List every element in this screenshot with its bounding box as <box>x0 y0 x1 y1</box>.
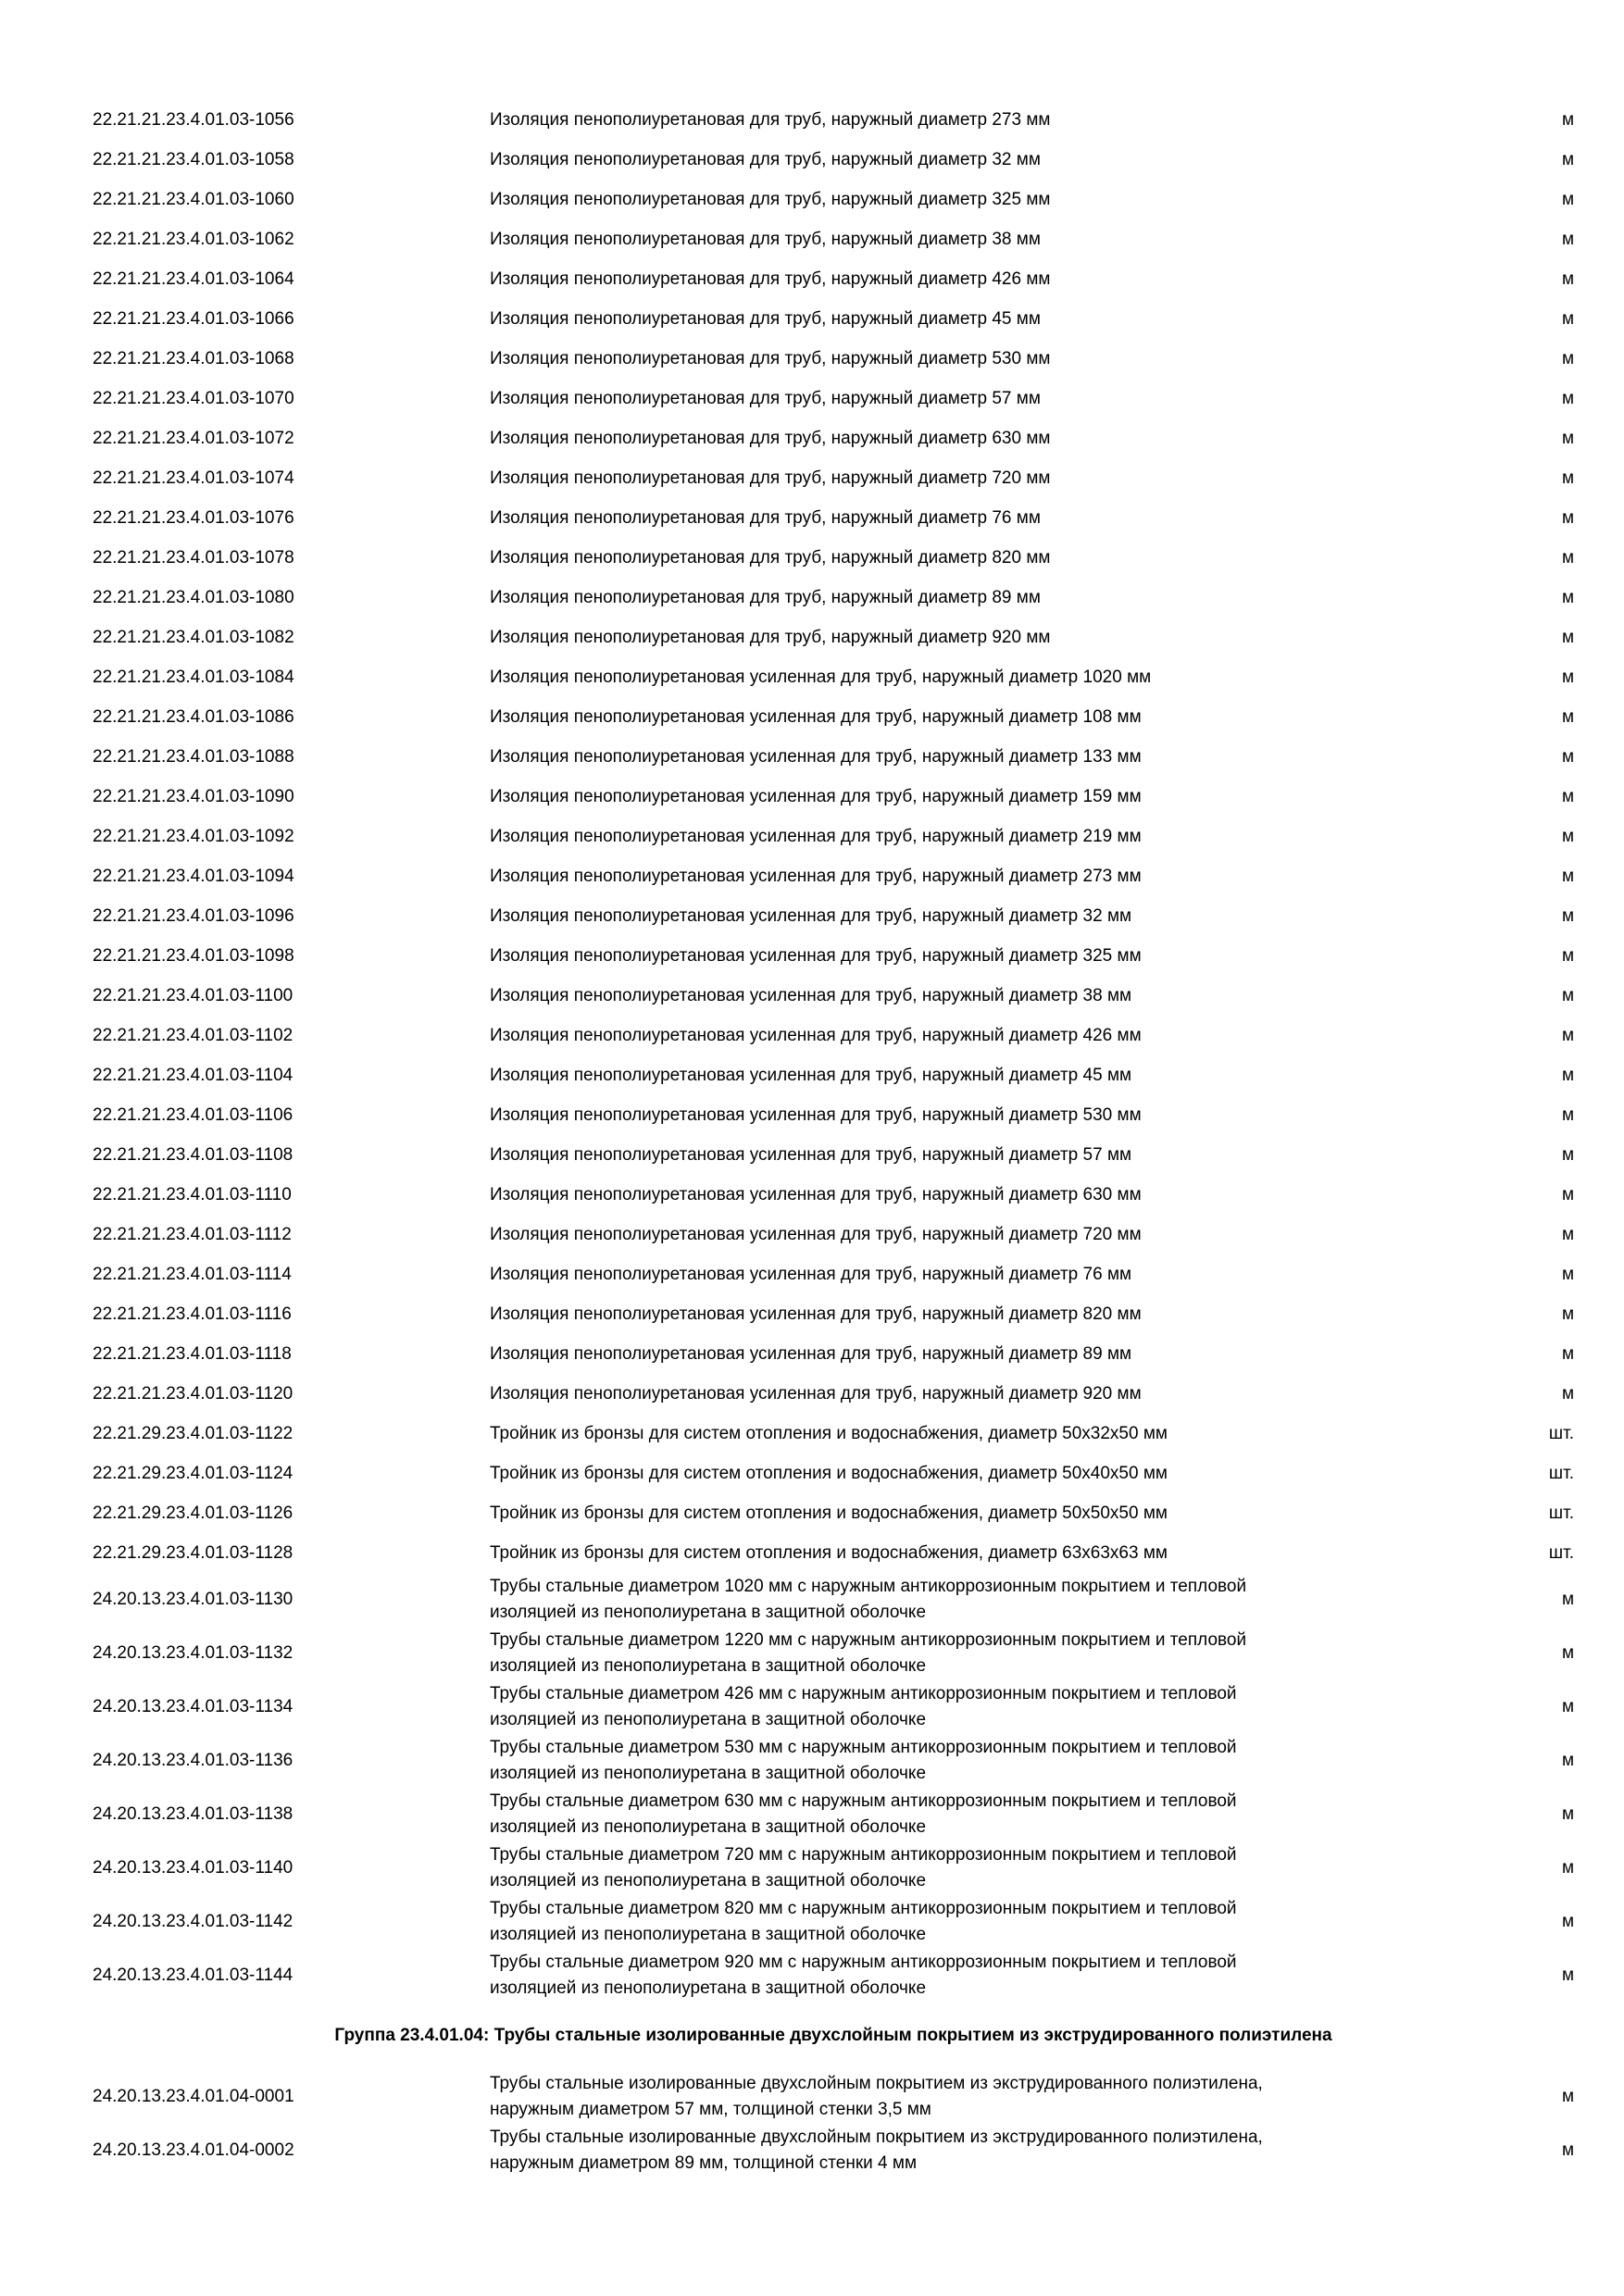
item-name: Изоляция пенополиуретановая усиленная для труб, наружный диаметр 1020 мм <box>490 668 1152 687</box>
table-row <box>93 1222 1574 1247</box>
item-code: 22.21.21.23.4.01.03-1090 <box>93 787 294 806</box>
item-name: Изоляция пенополиуретановая усиленная для труб, наружный диаметр 133 мм <box>490 747 1142 767</box>
item-name: Изоляция пенополиуретановая для труб, наружный диаметр 920 мм <box>490 628 1051 647</box>
item-unit: м <box>1561 349 1574 368</box>
item-name <box>490 2071 1481 2123</box>
item-unit: м <box>1561 1643 1574 1663</box>
item-code: 22.21.21.23.4.01.03-1064 <box>93 269 294 289</box>
item-code: 22.21.21.23.4.01.03-1088 <box>93 747 294 767</box>
table-row <box>93 1950 1574 2002</box>
item-name: Изоляция пенополиуретановая для труб, наружный диаметр 630 мм <box>490 429 1051 448</box>
item-unit: м <box>1561 1965 1574 1985</box>
item-code: 22.21.21.23.4.01.03-1082 <box>93 628 294 647</box>
item-code: 22.21.21.23.4.01.03-1118 <box>93 1344 292 1364</box>
item-unit: м <box>1561 389 1574 408</box>
item-code: 22.21.21.23.4.01.03-1060 <box>93 190 294 209</box>
item-name: Изоляция пенополиуретановая для труб, наружный диаметр 57 мм <box>490 389 1041 408</box>
item-name: Изоляция пенополиуретановая усиленная для труб, наружный диаметр 219 мм <box>490 827 1142 846</box>
table-row <box>93 1501 1574 1526</box>
table-row <box>93 1735 1574 1787</box>
item-unit: м <box>1561 986 1574 1005</box>
item-name-line2: изоляцией из пенополиуретана в защитной оболочке <box>490 1656 927 1676</box>
item-name-line2: изоляцией из пенополиуретана в защитной оболочке <box>490 1978 927 1998</box>
table-row <box>93 943 1574 968</box>
table-row <box>93 1628 1574 1679</box>
item-name: Изоляция пенополиуретановая для труб, наружный диаметр 32 мм <box>490 150 1041 169</box>
item-name <box>490 1574 1481 1626</box>
table-row <box>93 505 1574 530</box>
item-name: Изоляция пенополиуретановая для труб, наружный диаметр 273 мм <box>490 110 1051 130</box>
group-heading: Группа 23.4.01.04: Трубы стальные изолированные двухслойным покрытием из экструдированного полиэтилена <box>334 2026 1332 2045</box>
item-unit: м <box>1561 1145 1574 1165</box>
item-name: Изоляция пенополиуретановая для труб, наружный диаметр 76 мм <box>490 508 1041 528</box>
table-row <box>93 2125 1574 2177</box>
item-code: 24.20.13.23.4.01.03-1134 <box>93 1697 294 1716</box>
table-row <box>93 1103 1574 1128</box>
item-code: 22.21.21.23.4.01.03-1114 <box>93 1265 292 1284</box>
item-name <box>490 1735 1481 1787</box>
item-code: 22.21.21.23.4.01.03-1062 <box>93 230 294 249</box>
table-row <box>93 1182 1574 1207</box>
item-name-line2: изоляцией из пенополиуретана в защитной оболочке <box>490 1764 927 1783</box>
item-name: Изоляция пенополиуретановая усиленная для труб, наружный диаметр 530 мм <box>490 1105 1142 1125</box>
table-row <box>93 426 1574 451</box>
table-row <box>93 784 1574 809</box>
item-name <box>490 1628 1481 1679</box>
item-code: 22.21.21.23.4.01.03-1074 <box>93 468 294 488</box>
item-unit: м <box>1561 508 1574 528</box>
item-unit: м <box>1561 269 1574 289</box>
item-code: 22.21.21.23.4.01.03-1066 <box>93 309 294 329</box>
item-unit: м <box>1561 1804 1574 1824</box>
table-row <box>93 466 1574 491</box>
item-code: 22.21.29.23.4.01.03-1128 <box>93 1543 294 1563</box>
item-code: 24.20.13.23.4.01.03-1140 <box>93 1858 294 1878</box>
item-code: 24.20.13.23.4.01.04-0002 <box>93 2140 294 2160</box>
item-name <box>490 2125 1481 2177</box>
table-row <box>93 665 1574 690</box>
item-unit: м <box>1561 906 1574 926</box>
item-name: Изоляция пенополиуретановая для труб, наружный диаметр 38 мм <box>490 230 1041 249</box>
item-name <box>490 1896 1481 1948</box>
table-row <box>93 187 1574 212</box>
item-unit: м <box>1561 1105 1574 1125</box>
item-name: Изоляция пенополиуретановая усиленная для труб, наружный диаметр 57 мм <box>490 1145 1132 1165</box>
table-row <box>93 1574 1574 1626</box>
table-row <box>93 267 1574 292</box>
item-unit: м <box>1561 1265 1574 1284</box>
item-unit: м <box>1561 1912 1574 1931</box>
item-name: Изоляция пенополиуретановая усиленная для труб, наружный диаметр 76 мм <box>490 1265 1132 1284</box>
item-name-line2: наружным диаметром 89 мм, толщиной стенки 4 мм <box>490 2153 918 2173</box>
item-name <box>490 1842 1481 1894</box>
item-name: Изоляция пенополиуретановая для труб, наружный диаметр 325 мм <box>490 190 1051 209</box>
item-unit: м <box>1561 1590 1574 1609</box>
item-name: Тройник из бронзы для систем отопления и водоснабжения, диаметр 50х40х50 мм <box>490 1464 1168 1483</box>
item-name-line1: Трубы стальные диаметром 920 мм с наружным антикоррозионным покрытием и тепловой <box>490 1953 1237 1972</box>
item-code: 22.21.21.23.4.01.03-1070 <box>93 389 294 408</box>
item-code: 22.21.21.23.4.01.03-1068 <box>93 349 294 368</box>
item-unit: м <box>1561 1858 1574 1878</box>
item-unit: м <box>1561 429 1574 448</box>
item-name-line2: наружным диаметром 57 мм, толщиной стенки 3,5 мм <box>490 2100 931 2119</box>
item-unit: м <box>1561 110 1574 130</box>
item-name-line1: Трубы стальные диаметром 720 мм с наружным антикоррозионным покрытием и тепловой <box>490 1845 1237 1865</box>
item-name: Изоляция пенополиуретановая для труб, наружный диаметр 820 мм <box>490 548 1051 568</box>
table-row <box>93 904 1574 929</box>
item-name: Изоляция пенополиуретановая усиленная для труб, наружный диаметр 720 мм <box>490 1225 1142 1244</box>
table-row <box>93 107 1574 132</box>
item-code: 24.20.13.23.4.01.03-1132 <box>93 1643 294 1663</box>
item-unit: м <box>1561 1384 1574 1404</box>
item-unit: шт. <box>1548 1464 1574 1483</box>
table-row <box>93 2071 1574 2123</box>
table-row <box>93 1023 1574 1048</box>
item-code: 22.21.21.23.4.01.03-1100 <box>93 986 294 1005</box>
item-code: 22.21.21.23.4.01.03-1086 <box>93 707 294 727</box>
item-code: 24.20.13.23.4.01.03-1138 <box>93 1804 294 1824</box>
table-row <box>93 585 1574 610</box>
item-name <box>490 1950 1481 2002</box>
item-name: Изоляция пенополиуретановая усиленная для труб, наружный диаметр 159 мм <box>490 787 1142 806</box>
table-row <box>93 625 1574 650</box>
item-name-line2: изоляцией из пенополиуретана в защитной оболочке <box>490 1871 927 1890</box>
table-row <box>93 864 1574 889</box>
item-name-line1: Трубы стальные диаметром 1220 мм с наружным антикоррозионным покрытием и тепловой <box>490 1630 1247 1650</box>
item-code: 22.21.21.23.4.01.03-1110 <box>93 1185 292 1204</box>
table-row <box>93 1302 1574 1327</box>
item-name: Изоляция пенополиуретановая усиленная для труб, наружный диаметр 426 мм <box>490 1026 1142 1045</box>
item-code: 22.21.21.23.4.01.03-1102 <box>93 1026 294 1045</box>
item-name: Изоляция пенополиуретановая для труб, наружный диаметр 89 мм <box>490 588 1041 607</box>
item-code: 22.21.21.23.4.01.03-1078 <box>93 548 294 568</box>
table-row <box>93 824 1574 849</box>
item-name: Изоляция пенополиуретановая для труб, наружный диаметр 530 мм <box>490 349 1051 368</box>
item-name <box>490 1789 1481 1841</box>
item-code: 24.20.13.23.4.01.04-0001 <box>93 2087 294 2106</box>
item-name: Изоляция пенополиуретановая для труб, наружный диаметр 720 мм <box>490 468 1051 488</box>
item-name: Изоляция пенополиуретановая для труб, наружный диаметр 45 мм <box>490 309 1041 329</box>
item-name: Изоляция пенополиуретановая усиленная для труб, наружный диаметр 38 мм <box>490 986 1132 1005</box>
item-unit: м <box>1561 707 1574 727</box>
table-row <box>93 1842 1574 1894</box>
table-row <box>93 227 1574 252</box>
item-code: 22.21.29.23.4.01.03-1124 <box>93 1464 294 1483</box>
table-row <box>93 744 1574 769</box>
table-row <box>93 1142 1574 1167</box>
table-row <box>93 1461 1574 1486</box>
item-name: Изоляция пенополиуретановая усиленная для труб, наружный диаметр 89 мм <box>490 1344 1132 1364</box>
item-unit: м <box>1561 668 1574 687</box>
item-unit: м <box>1561 468 1574 488</box>
item-unit: м <box>1561 1344 1574 1364</box>
item-name-line1: Трубы стальные диаметром 1020 мм с наружным антикоррозионным покрытием и тепловой <box>490 1577 1247 1596</box>
table-row <box>93 386 1574 411</box>
item-unit: м <box>1561 230 1574 249</box>
item-code: 22.21.21.23.4.01.03-1112 <box>93 1225 292 1244</box>
item-name-line1: Трубы стальные диаметром 530 мм с наружным антикоррозионным покрытием и тепловой <box>490 1738 1237 1757</box>
item-name: Изоляция пенополиуретановая для труб, наружный диаметр 426 мм <box>490 269 1051 289</box>
item-code: 22.21.21.23.4.01.03-1108 <box>93 1145 294 1165</box>
table-row <box>93 306 1574 331</box>
table-row <box>93 346 1574 371</box>
item-unit: м <box>1561 190 1574 209</box>
item-unit: м <box>1561 946 1574 966</box>
item-unit: шт. <box>1548 1504 1574 1523</box>
item-name: Изоляция пенополиуретановая усиленная для труб, наружный диаметр 108 мм <box>490 707 1142 727</box>
item-name: Изоляция пенополиуретановая усиленная для труб, наружный диаметр 325 мм <box>490 946 1142 966</box>
item-unit: м <box>1561 827 1574 846</box>
table-row <box>93 1262 1574 1287</box>
table-row <box>93 147 1574 172</box>
table-row <box>93 1341 1574 1366</box>
item-code: 22.21.21.23.4.01.03-1076 <box>93 508 294 528</box>
item-name-line1: Трубы стальные диаметром 426 мм с наружным антикоррозионным покрытием и тепловой <box>490 1684 1237 1703</box>
item-unit: м <box>1561 1225 1574 1244</box>
item-name: Изоляция пенополиуретановая усиленная для труб, наружный диаметр 32 мм <box>490 906 1132 926</box>
item-unit: м <box>1561 588 1574 607</box>
item-name-line1: Трубы стальные диаметром 630 мм с наружным антикоррозионным покрытием и тепловой <box>490 1791 1237 1811</box>
table-row <box>93 1541 1574 1566</box>
table-row <box>93 545 1574 570</box>
item-name: Тройник из бронзы для систем отопления и водоснабжения, диаметр 50х50х50 мм <box>490 1504 1168 1523</box>
item-code: 22.21.21.23.4.01.03-1080 <box>93 588 294 607</box>
item-code: 22.21.21.23.4.01.03-1072 <box>93 429 294 448</box>
item-name-line2: изоляцией из пенополиуретана в защитной оболочке <box>490 1817 927 1837</box>
table-row <box>93 1381 1574 1406</box>
item-code: 22.21.21.23.4.01.03-1094 <box>93 867 294 886</box>
item-unit: м <box>1561 787 1574 806</box>
table-row <box>93 1421 1574 1446</box>
item-unit: м <box>1561 1304 1574 1324</box>
table-row <box>93 1789 1574 1841</box>
item-name: Изоляция пенополиуретановая усиленная для труб, наружный диаметр 820 мм <box>490 1304 1142 1324</box>
item-code: 22.21.21.23.4.01.03-1106 <box>93 1105 294 1125</box>
item-code: 22.21.21.23.4.01.03-1092 <box>93 827 294 846</box>
item-name: Изоляция пенополиуретановая усиленная для труб, наружный диаметр 273 мм <box>490 867 1142 886</box>
item-unit: м <box>1561 1066 1574 1085</box>
item-code: 22.21.29.23.4.01.03-1126 <box>93 1504 294 1523</box>
item-code: 22.21.21.23.4.01.03-1120 <box>93 1384 294 1404</box>
item-code: 22.21.21.23.4.01.03-1056 <box>93 110 294 130</box>
item-code: 24.20.13.23.4.01.03-1142 <box>93 1912 294 1931</box>
item-unit: м <box>1561 628 1574 647</box>
item-name: Тройник из бронзы для систем отопления и водоснабжения, диаметр 63х63х63 мм <box>490 1543 1168 1563</box>
item-code: 24.20.13.23.4.01.03-1136 <box>93 1751 294 1770</box>
item-name-line1: Трубы стальные изолированные двухслойным покрытием из экструдированного полиэтилена, <box>490 2074 1263 2093</box>
item-unit: м <box>1561 548 1574 568</box>
table-row <box>93 705 1574 730</box>
item-name-line2: изоляцией из пенополиуретана в защитной оболочке <box>490 1603 927 1622</box>
item-name-line1: Трубы стальные диаметром 820 мм с наружным антикоррозионным покрытием и тепловой <box>490 1899 1237 1918</box>
item-name: Тройник из бронзы для систем отопления и водоснабжения, диаметр 50х32х50 мм <box>490 1424 1168 1443</box>
item-code: 24.20.13.23.4.01.03-1144 <box>93 1965 294 1985</box>
item-code: 22.21.21.23.4.01.03-1104 <box>93 1066 294 1085</box>
item-unit: м <box>1561 2087 1574 2106</box>
item-unit: шт. <box>1548 1424 1574 1443</box>
item-code: 22.21.21.23.4.01.03-1116 <box>93 1304 292 1324</box>
item-name: Изоляция пенополиуретановая усиленная для труб, наружный диаметр 630 мм <box>490 1185 1142 1204</box>
item-code: 22.21.21.23.4.01.03-1098 <box>93 946 294 966</box>
item-unit: шт. <box>1548 1543 1574 1563</box>
item-unit: м <box>1561 1751 1574 1770</box>
item-code: 22.21.21.23.4.01.03-1084 <box>93 668 294 687</box>
item-name-line2: изоляцией из пенополиуретана в защитной оболочке <box>490 1925 927 1944</box>
item-code: 24.20.13.23.4.01.03-1130 <box>93 1590 294 1609</box>
item-code: 22.21.21.23.4.01.03-1096 <box>93 906 294 926</box>
item-code: 22.21.21.23.4.01.03-1058 <box>93 150 294 169</box>
table-row <box>93 1063 1574 1088</box>
item-name-line1: Трубы стальные изолированные двухслойным покрытием из экструдированного полиэтилена, <box>490 2128 1263 2147</box>
item-unit: м <box>1561 1697 1574 1716</box>
table-row <box>93 1681 1574 1733</box>
item-unit: м <box>1561 150 1574 169</box>
item-unit: м <box>1561 309 1574 329</box>
item-unit: м <box>1561 747 1574 767</box>
item-name: Изоляция пенополиуретановая усиленная для труб, наружный диаметр 920 мм <box>490 1384 1142 1404</box>
item-unit: м <box>1561 1185 1574 1204</box>
table-row <box>93 983 1574 1008</box>
item-name <box>490 1681 1481 1733</box>
item-name: Изоляция пенополиуретановая усиленная для труб, наружный диаметр 45 мм <box>490 1066 1132 1085</box>
item-unit: м <box>1561 2140 1574 2160</box>
item-unit: м <box>1561 1026 1574 1045</box>
item-code: 22.21.29.23.4.01.03-1122 <box>93 1424 294 1443</box>
item-unit: м <box>1561 867 1574 886</box>
item-name-line2: изоляцией из пенополиуретана в защитной оболочке <box>490 1710 927 1729</box>
table-row <box>93 1896 1574 1948</box>
